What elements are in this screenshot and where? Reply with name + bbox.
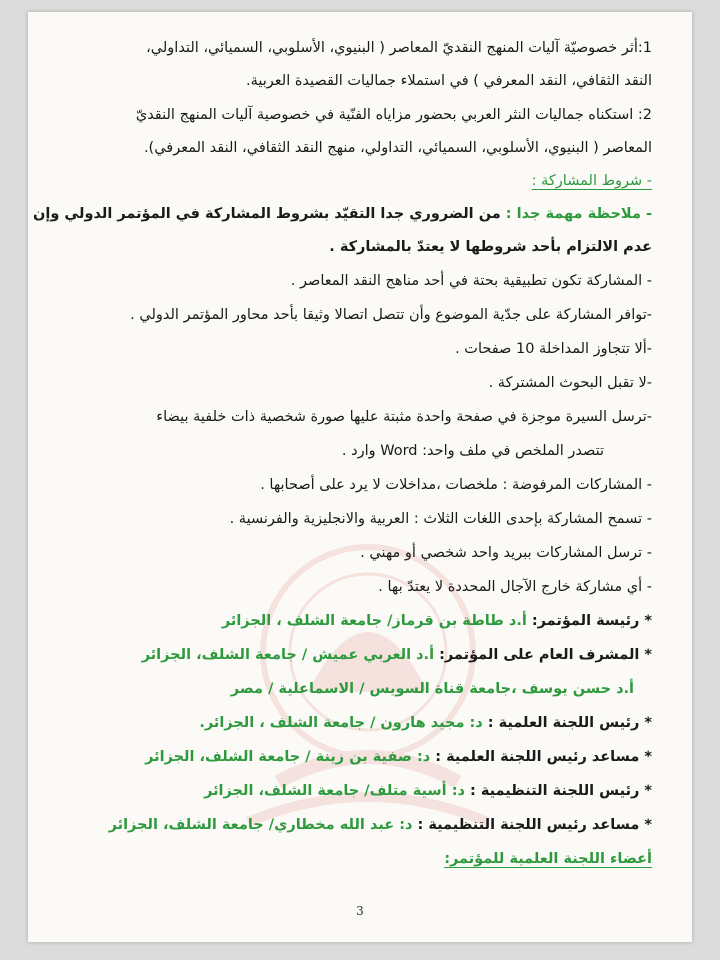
scientific-committee-head-value: د: مجيد هارون / جامعة الشلف ، الجزائر. — [199, 715, 488, 731]
scientific-committee-head-label: * رئيس اللجنة العلمية : — [487, 715, 652, 731]
condition-item: - ترسل المشاركات ببريد واحد شخصي أو مهني . — [360, 545, 652, 561]
conference-president-value: أ.د طاطة بن قرماز/ جامعة الشلف ، الجزائر — [221, 613, 532, 629]
condition-item: -ألا تتجاوز المداخلة 10 صفحات . — [455, 341, 652, 357]
organizing-committee-head-value: د: أسية متلف/ جامعة الشلف، الجزائر — [204, 783, 470, 799]
scientific-committee-assistant — [62, 745, 652, 769]
scientific-committee-assistant-label: * مساعد رئيس اللجنة العلمية : — [435, 749, 652, 765]
organizing-committee-assistant — [62, 813, 652, 837]
condition-item: -توافر المشاركة على جدّية الموضوع وأن تتصل اتصالا وثيقا بأحد محاور المؤتمر الدولي . — [130, 307, 652, 323]
condition-item: -ترسل السيرة موجزة في صفحة واحدة مثبتة عليها صورة شخصية ذات خلفية بيضاء — [156, 409, 652, 425]
important-note-label: - ملاحظة مهمة جدا : — [505, 206, 652, 222]
organizing-committee-head-label: * رئيس اللجنة التنظيمية : — [469, 783, 652, 799]
condition-item: - أي مشاركة خارج الآجال المحددة لا يعتدّ بها . — [378, 579, 652, 595]
condition-item: - المشاركات المرفوضة : ملخصات ،مداخلات لا يرد على أصحابها . — [260, 477, 652, 493]
document-page — [28, 12, 692, 942]
scientific-committee-assistant-value: د: صفية بن زينة / جامعة الشلف، الجزائر — [145, 749, 436, 765]
general-supervisor-label: * المشرف العام على المؤتمر: — [439, 647, 652, 663]
scientific-committee-head — [62, 711, 652, 735]
important-note — [32, 202, 652, 226]
organizing-committee-head — [62, 779, 652, 803]
conference-president-label: * رئيسة المؤتمر: — [531, 613, 652, 629]
condition-item: -لا تقبل البحوث المشتركة . — [488, 375, 652, 391]
axis-1-line-2: النقد الثقافي، النقد المعرفي ) في استملاء جماليات القصيدة العربية. — [245, 73, 652, 89]
conference-president — [62, 609, 652, 633]
axis-2-line-1: 2: استكناه جماليات النثر العربي بحضور مزاياه الفنّية في خصوصية آليات المنهج النقديّ — [135, 107, 652, 123]
co-supervisor: أ.د حسن يوسف ،جامعة قناة السويس / الاسماعلية / مصر — [230, 681, 634, 697]
condition-item: تتصدر الملخص في ملف واحد: Word وارد . — [341, 443, 604, 459]
condition-item: - تسمح المشاركة بإحدى اللغات الثلاث : العربية والانجليزية والفرنسية . — [229, 511, 652, 527]
document-body — [32, 36, 652, 881]
organizing-committee-assistant-value: د: عبد الله مخطاري/ جامعة الشلف، الجزائر — [108, 817, 418, 833]
condition-item: - المشاركة تكون تطبيقية بحتة في أحد مناهج النقد المعاصر . — [290, 273, 652, 289]
scientific-members-heading: أعضاء اللجنة العلمية للمؤتمر: — [444, 851, 652, 867]
important-note-text: من الضروري جدا التقيّد بشروط المشاركة في المؤتمر الدولي وإن — [32, 206, 506, 222]
page-number: 3 — [356, 904, 364, 918]
general-supervisor-value: أ.د العربي عميش / جامعة الشلف، الجزائر — [141, 647, 440, 663]
important-note-continuation: عدم الالتزام بأحد شروطها لا يعتدّ بالمشاركة . — [329, 239, 652, 255]
axis-2-line-2: المعاصر ( البنيوي، الأسلوبي، السميائي، التداولي، منهج النقد الثقافي، النقد المعرفي). — [143, 140, 652, 156]
conditions-heading: - شروط المشاركة : — [531, 173, 652, 189]
general-supervisor — [62, 643, 652, 667]
organizing-committee-assistant-label: * مساعد رئيس اللجنة التنظيمية : — [417, 817, 652, 833]
axis-1-line-1: 1:أثر خصوصيّة آليات المنهج النقديّ المعاصر ( البنيوي، الأسلوبي، السميائي، التداولي، — [146, 40, 652, 56]
